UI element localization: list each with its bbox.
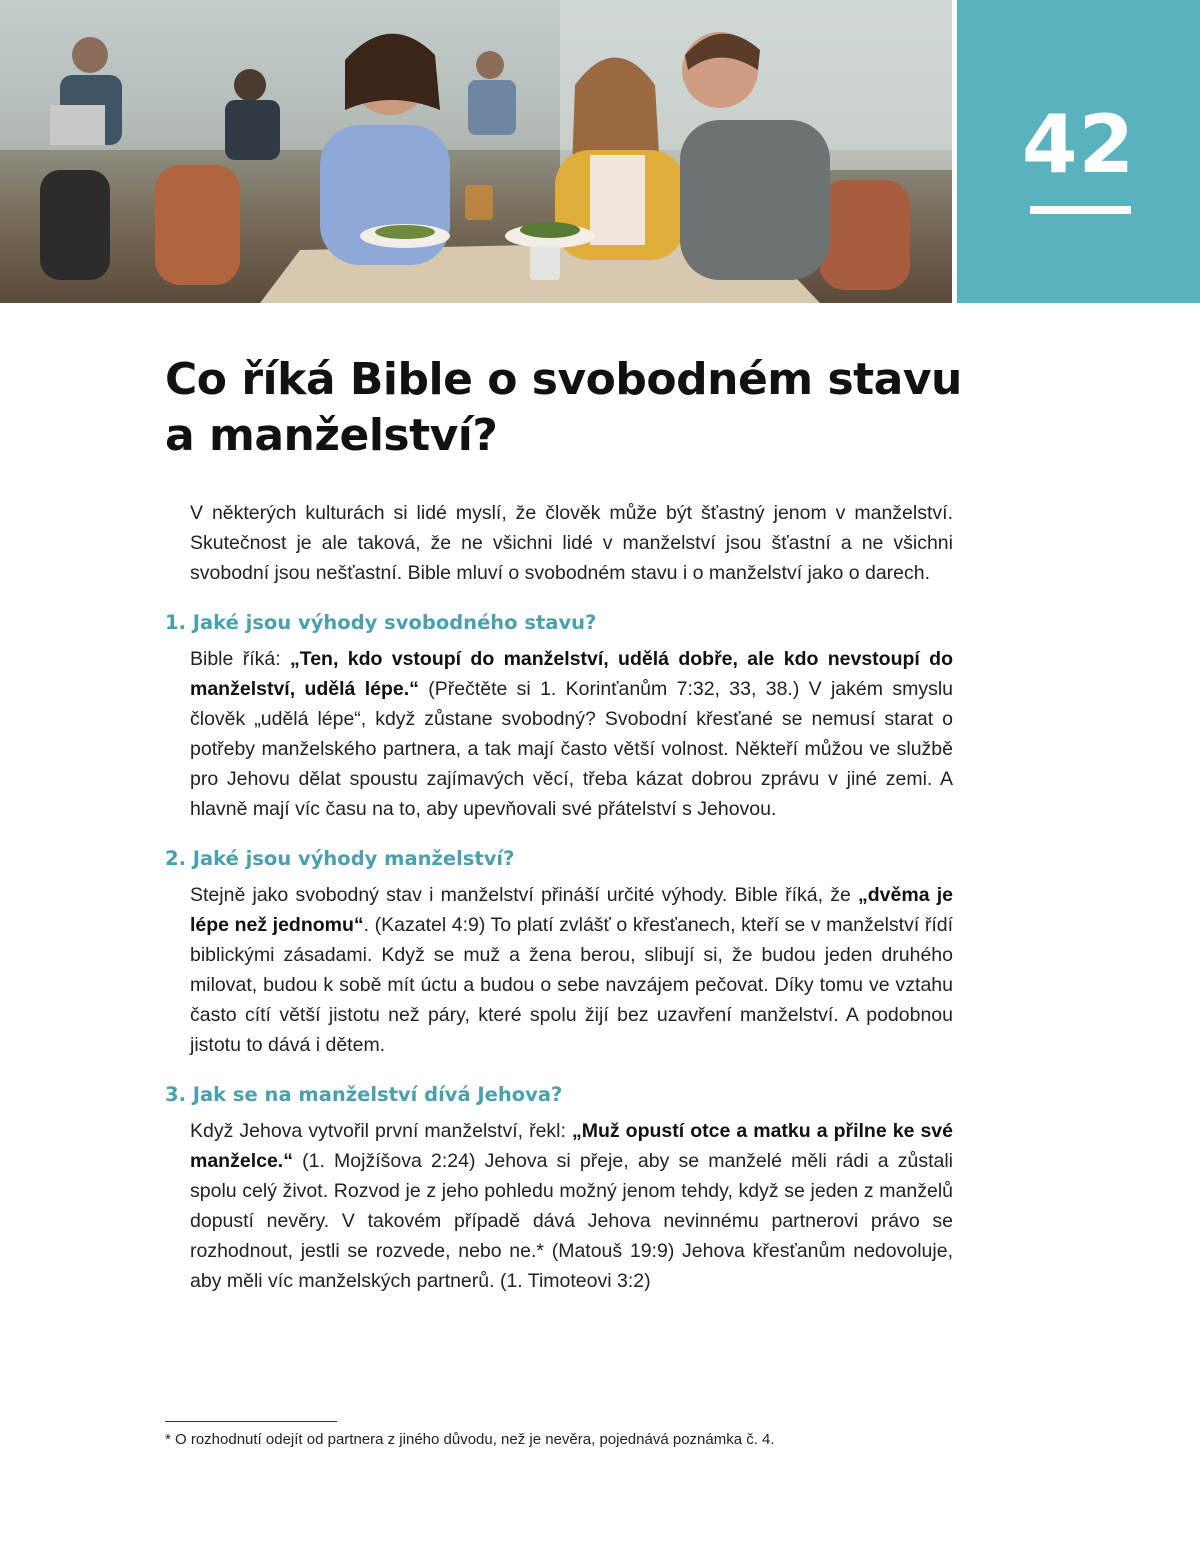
header-photo	[0, 0, 952, 303]
chapter-number: 42	[1021, 98, 1136, 191]
answer-3-quote: „Muž opustí otce a matku a přilne ke své manželce.“	[190, 1120, 953, 1172]
page-title: Co říká Bible o svobodném stavu a manželství?	[165, 354, 962, 461]
answer-3-lead: Když Jehova vytvořil první manželství, řekl:	[190, 1120, 572, 1142]
footnote-divider	[165, 1421, 337, 1422]
answer-1-paragraph	[165, 644, 953, 824]
question-2-heading: 2. Jaké jsou výhody manželství?	[165, 847, 515, 870]
answer-3-paragraph	[165, 1116, 953, 1296]
answer-2-rest: . (Kazatel 4:9) To platí zvlášť o křesťanech, kteří se v manželství řídí biblickými zásadami. Když se muž a žena berou, slibují si, že budou jeden druhého milovat, budou k sobě mít úctu a budou o sebe navzájem pečovat. Díky tomu ve vztahu často cítí větší jistotu než páry, které spolu žijí bez uzavření manželství. A podobnou jistotu to dává i dětem.	[190, 914, 954, 1056]
answer-2-lead: Stejně jako svobodný stav i manželství přináší určité výhody. Bible říká, že	[190, 884, 858, 906]
answer-3-rest: (1. Mojžíšova 2:24) Jehova si přeje, aby se manželé měli rádi a zůstali spolu celý život. Rozvod je z jeho pohledu možný jenom tehdy, když se jeden z manželů dopustí nevěry. V takovém případě dává Jehova nevinnému partnerovi právo se rozhodnout, jestli se rozvede, nebo ne.* (Matouš 19:9) Jehova křesťanům nedovoluje, aby měli víc manželských partnerů. (1. Timoteovi 3:2)	[190, 1150, 953, 1292]
answer-1-lead: Bible říká:	[190, 648, 290, 670]
answer-1-rest: (Přečtěte si 1. Korinťanům 7:32, 33, 38.) V jakém smyslu člověk „udělá lépe“, když zůstane svobodný? Svobodní křesťané se nemusí starat o potřeby manželského partnera, a tak mají často větší volnost. Někteří můžou ve službě pro Jehovu dělat spoustu zajímavých věcí, třeba kázat dobrou zprávu v jiné zemi. A hlavně mají víc času na to, aby upevňovali své přátelství s Jehovou.	[190, 678, 953, 820]
answer-2-paragraph	[165, 880, 953, 1060]
main-content	[165, 498, 953, 1296]
chapter-underline	[1030, 206, 1131, 214]
answer-2-quote: „dvěma je lépe než jednomu“	[190, 884, 953, 936]
footnote: * O rozhodnutí odejít od partnera z jiného důvodu, než je nevěra, pojednává poznámka č. 4.	[165, 1431, 775, 1448]
answer-1-quote: „Ten, kdo vstoupí do manželství, udělá dobře, ale kdo nevstoupí do manželství, udělá lépe.“	[190, 648, 953, 700]
question-3-heading: 3. Jak se na manželství dívá Jehova?	[165, 1083, 563, 1106]
question-1-heading: 1. Jaké jsou výhody svobodného stavu?	[165, 611, 597, 634]
chapter-badge	[957, 0, 1200, 303]
cafe-scene-illustration	[0, 0, 952, 303]
intro-paragraph: V některých kulturách si lidé myslí, že člověk může být šťastný jenom v manželství. Skutečnost je ale taková, že ne všichni lidé v manželství jsou šťastní a ne všichni svobodní jsou nešťastní. Bible mluví o svobodném stavu i o manželství jako o darech.	[190, 502, 953, 584]
